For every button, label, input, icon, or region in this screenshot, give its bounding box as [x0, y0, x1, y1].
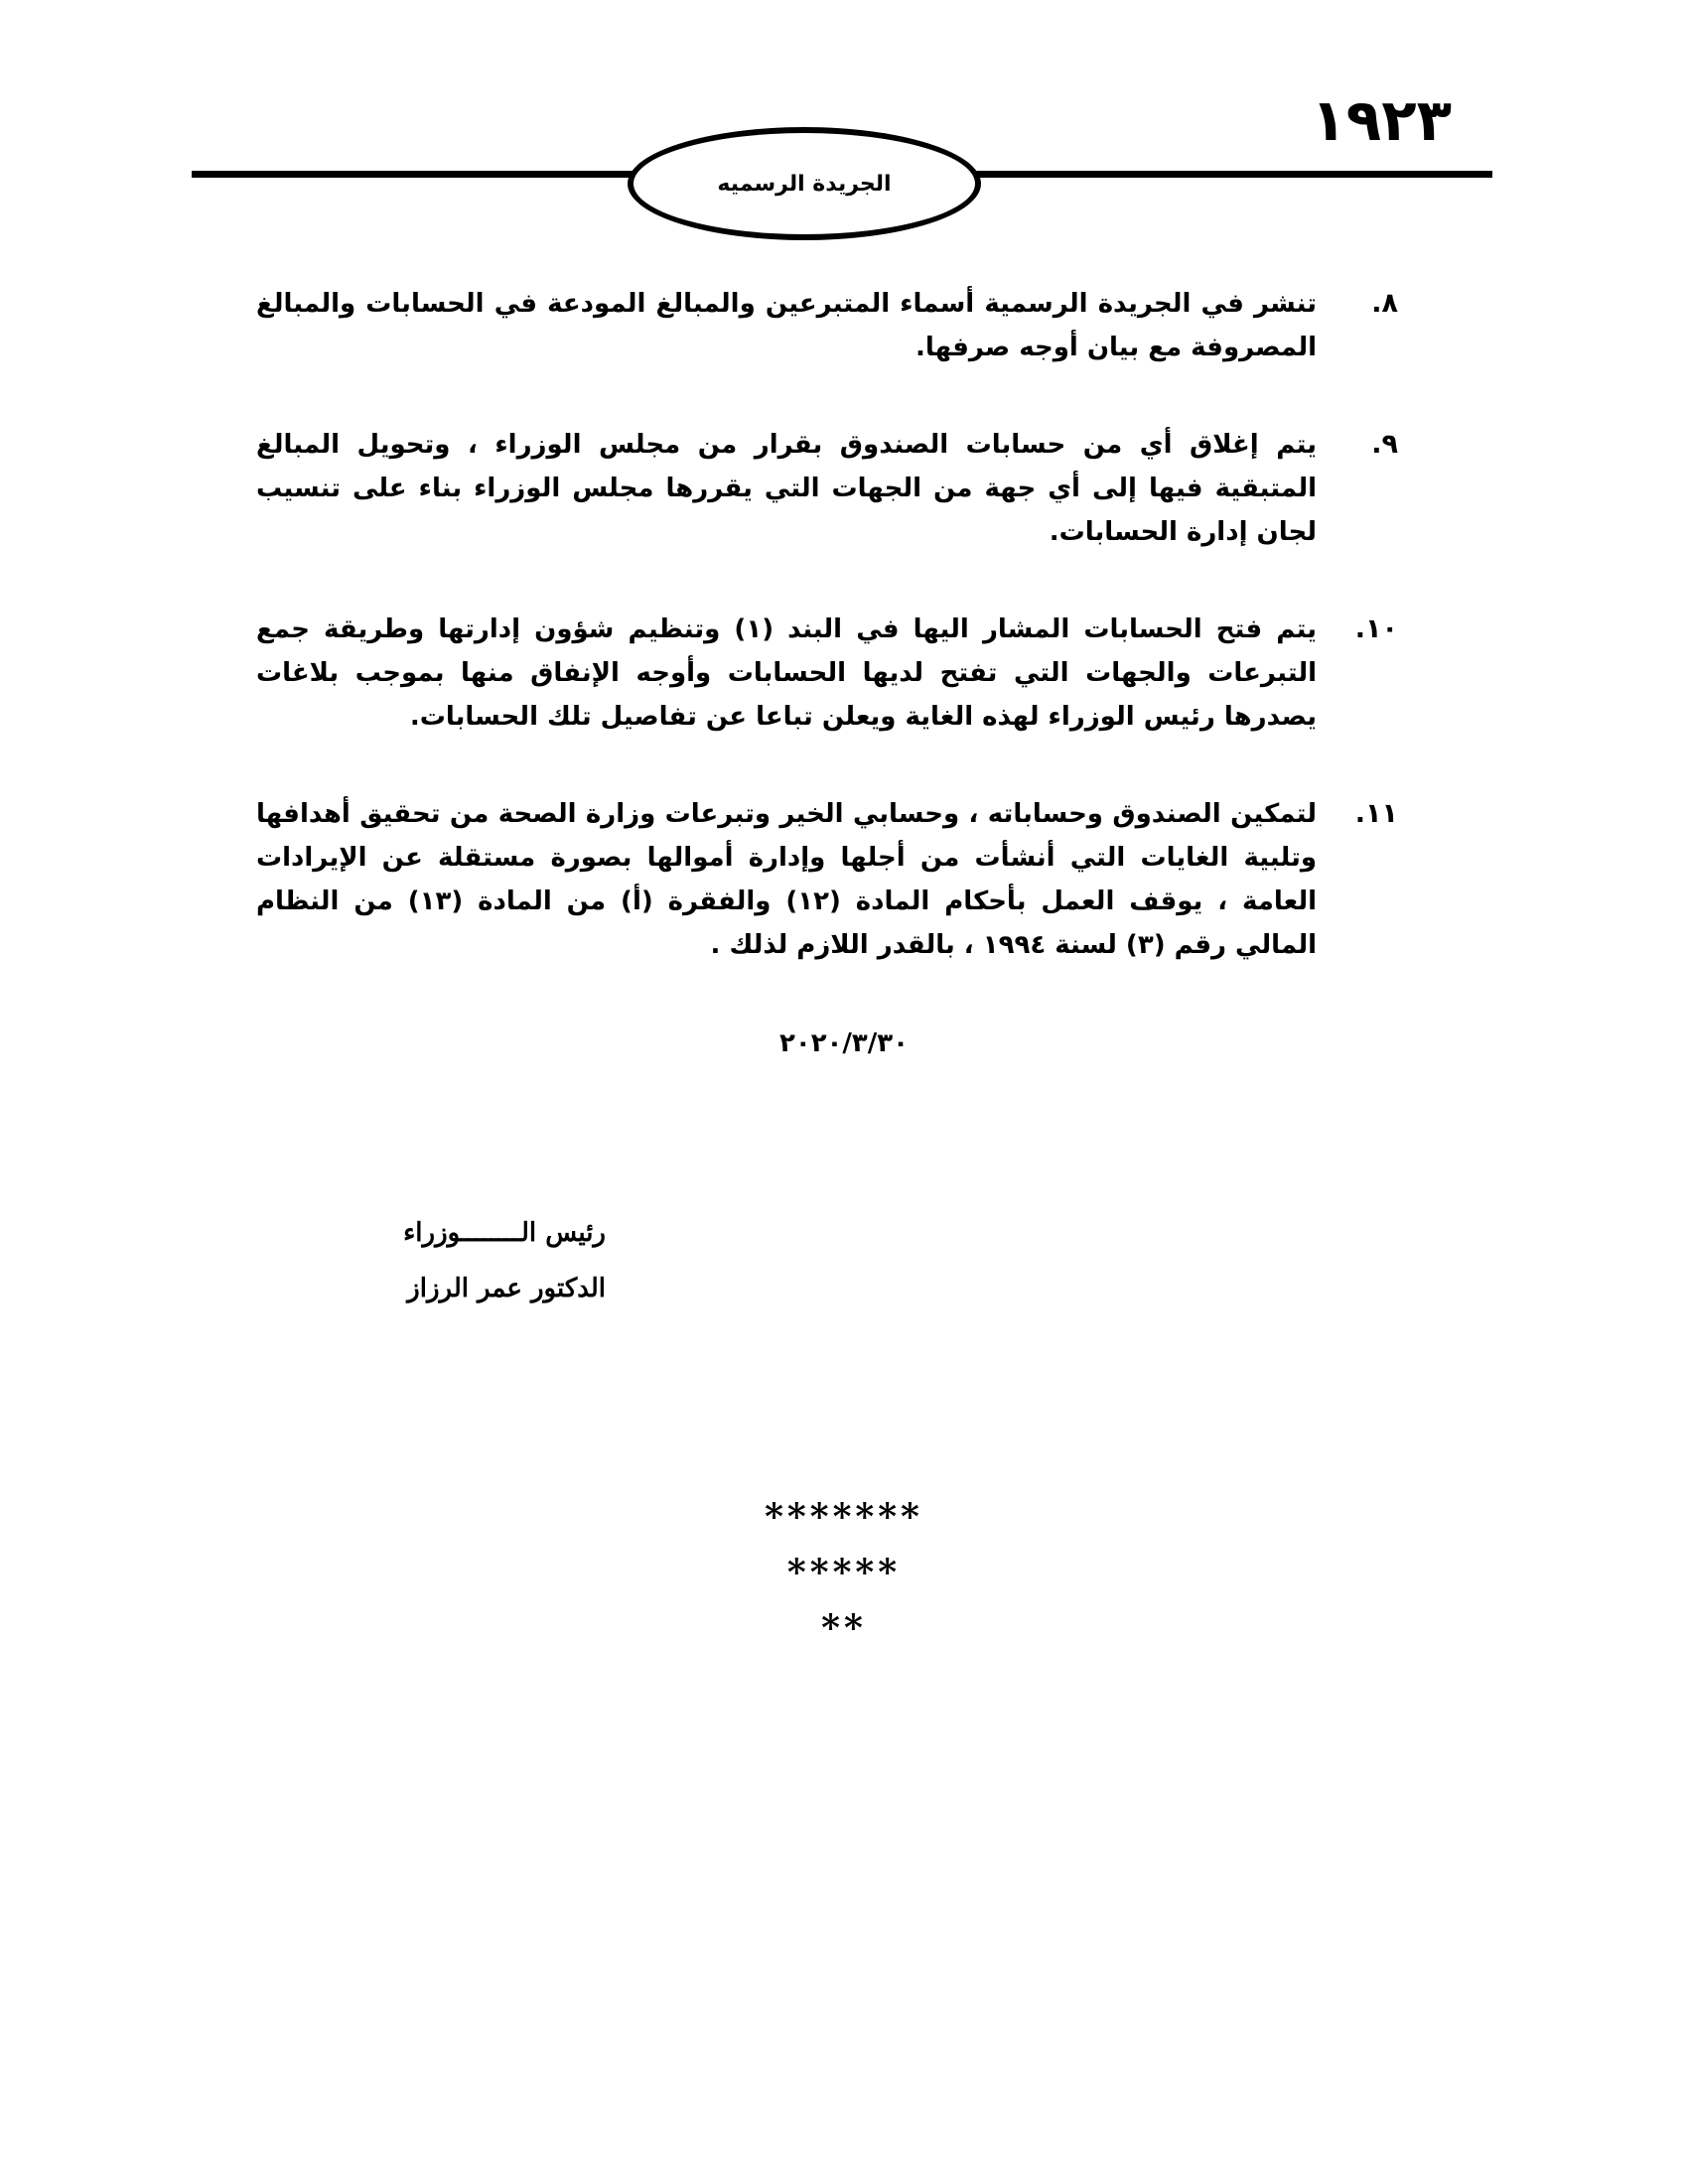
articles-list	[256, 282, 1398, 1021]
gazette-title: الجريدة الرسميه	[717, 171, 892, 197]
article-8	[256, 282, 1398, 369]
article-number: ١٠.	[1354, 614, 1398, 644]
article-number: ٩.	[1371, 429, 1398, 460]
signature-block	[308, 1213, 606, 1308]
article-text: يتم إغلاق أي من حسابات الصندوق بقرار من مجلس الوزراء ، وتحويل المبالغ المتبقية فيها إلى أي جهة من الجهات التي يقررها مجلس الوزراء بناء على تنسيب لجان إدارة الحسابات.	[256, 430, 1317, 547]
article-text: تنشر في الجريدة الرسمية أسماء المتبرعين والمبالغ المودعة في الحسابات والمبالغ المصروفة مع بيان أوجه صرفها.	[256, 289, 1317, 362]
article-text: يتم فتح الحسابات المشار اليها في البند (١) وتنظيم شؤون إدارتها وطريقة جمع التبرعات والجهات التي تفتح لديها الحسابات وأوجه الإنفاق منها بموجب بلاغات يصدرها رئيس الوزراء لهذه الغاية ويعلن تباعا عن تفاصيل تلك الحسابات.	[256, 614, 1317, 732]
article-9	[256, 423, 1398, 554]
article-text: لتمكين الصندوق وحساباته ، وحسابي الخير وتبرعات وزارة الصحة من تحقيق أهدافها وتلبية الغايات التي أنشأت من أجلها وإدارة أموالها بصورة مستقلة عن الإيرادات العامة ، يوقف العمل بأحكام المادة (١٢) والفقرة (أ) من المادة (١٣) من النظام المالي رقم (٣) لسنة ١٩٩٤ ، بالقدر اللازم لذلك .	[256, 799, 1317, 960]
gazette-title-oval	[628, 127, 981, 240]
closing-stars	[546, 1489, 1142, 1656]
article-11	[256, 792, 1398, 967]
document-date: ٢٠٢٠/٣/٣٠	[778, 1028, 910, 1058]
article-number: ١١.	[1354, 798, 1398, 829]
page-number: ١٩٢٣	[1311, 86, 1452, 154]
signature-name: الدكتور عمر الرزاز	[407, 1274, 606, 1303]
article-number: ٨.	[1371, 288, 1398, 319]
article-10	[256, 608, 1398, 739]
stars-line: *****	[786, 1552, 902, 1593]
stars-line: **	[821, 1607, 867, 1649]
stars-line: *******	[765, 1496, 923, 1538]
signature-title: رئيس الــــــــوزراء	[403, 1218, 606, 1248]
